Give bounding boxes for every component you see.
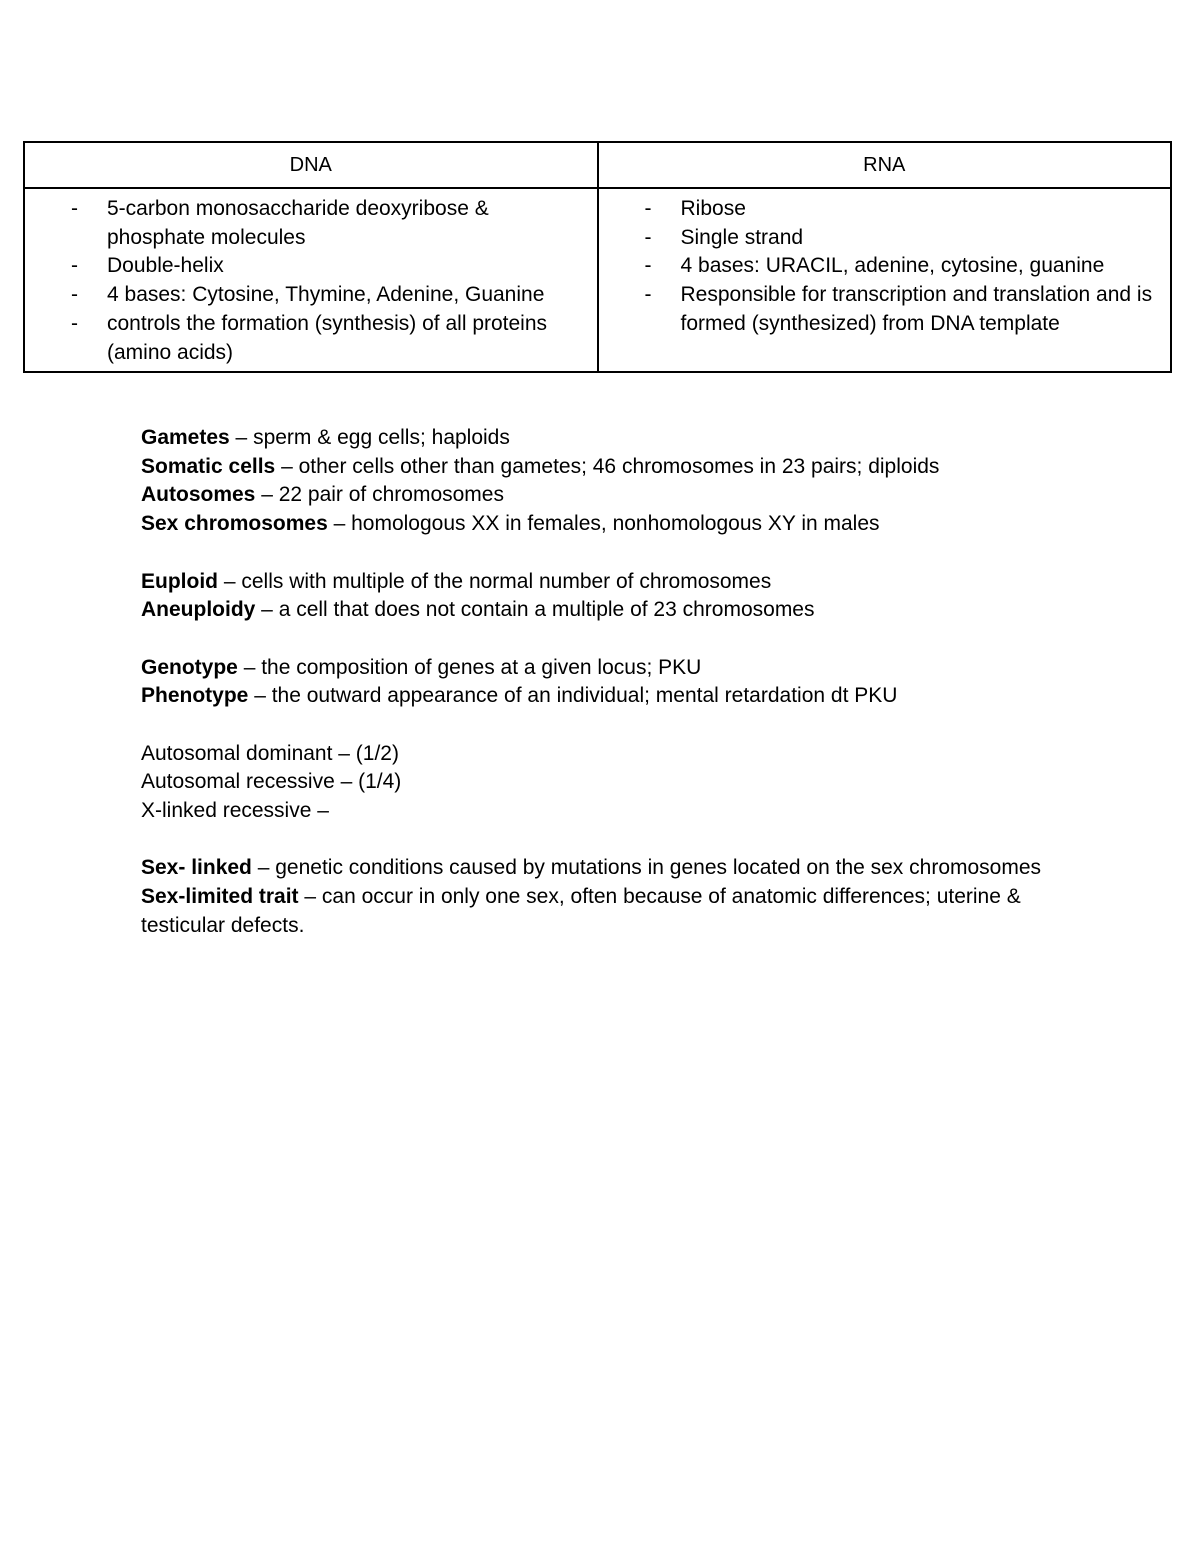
term: Autosomes [141,483,256,507]
header-rna: RNA [598,142,1172,188]
definition-text: – homologous XX in females, nonhomologous XY in males [327,512,880,536]
bullet-dash: - [644,283,652,307]
paragraph-gap [141,539,1071,568]
term: Phenotype [141,684,249,708]
inheritance-autosomal-recessive: Autosomal recessive – (1/4) [141,770,402,794]
table-header-row [24,142,1171,188]
definition-text: – a cell that does not contain a multiple of 23 chromosomes [255,598,815,622]
inheritance-x-linked-recessive: X-linked recessive – [141,799,329,823]
definitions-notes [141,424,1071,941]
table-row [24,188,1171,372]
bullet-dash: - [644,197,652,220]
paragraph-gap [141,625,1071,654]
bullet-dash: - [71,254,78,278]
list-item-text: Ribose [680,197,746,220]
rna-list [599,189,1171,343]
rna-cell [598,188,1172,372]
list-item [599,224,1159,253]
dna-rna-comparison-table [23,141,1172,373]
list-item-text: Responsible for transcription and translation and is formed (synthesized) from DNA template [680,283,1153,335]
term: Euploid [141,569,218,593]
term: Sex- linked [141,856,252,880]
definition-genotype [141,654,1071,683]
bullet-dash: - [71,283,78,307]
definition-text: – sperm & egg cells; haploids [229,426,510,449]
bullet-dash: - [644,225,652,249]
list-item-text: Single strand [680,225,804,249]
list-item [599,195,1159,224]
definition-text: – other cells other than gametes; 46 chromosomes in 23 pairs; diploids [275,454,940,478]
definition-aneuploidy [141,596,1071,625]
inheritance-autosomal-dominant: Autosomal dominant – (1/2) [141,741,399,765]
term: Gametes [141,426,230,449]
list-item-text: Double-helix [107,254,224,278]
bullet-dash: - [71,197,78,220]
definition-autosomes [141,481,1071,510]
definition-text: – the composition of genes at a given locus; PKU [237,655,702,679]
term: Sex-limited trait [141,885,299,909]
term: Sex chromosomes [141,512,328,536]
term: Genotype [141,655,238,679]
definition-text: – cells with multiple of the normal number of chromosomes [218,569,772,593]
dna-list [25,189,597,371]
paragraph-gap [141,826,1071,855]
header-dna: DNA [24,142,598,188]
bullet-dash: - [71,311,78,335]
dna-cell [24,188,598,372]
term: Aneuploidy [141,598,256,622]
definition-text: – 22 pair of chromosomes [255,483,504,507]
list-item [25,281,585,310]
definition-euploid [141,568,1071,597]
definition-sex-limited-trait [141,883,1071,940]
list-item [599,281,1159,338]
list-item [25,195,585,252]
list-item-text: 4 bases: URACIL, adenine, cytosine, guanine [680,254,1105,278]
list-item [599,252,1159,281]
definition-gametes [141,424,1071,453]
definition-sex-linked [141,854,1071,883]
list-item [25,252,585,281]
list-item-text: 5-carbon monosaccharide deoxyribose & phosphate molecules [107,197,489,249]
paragraph-gap [141,711,1071,740]
bullet-dash: - [644,254,652,278]
definition-sex-chromosomes [141,510,1071,539]
definition-text: – the outward appearance of an individual; mental retardation dt PKU [248,684,898,708]
definition-somatic-cells [141,453,1071,482]
list-item [25,310,585,367]
definition-text: – genetic conditions caused by mutations in genes located on the sex chromosomes [251,856,1042,880]
term: Somatic cells [141,454,276,478]
list-item-text: 4 bases: Cytosine, Thymine, Adenine, Guanine [107,283,545,307]
definition-text: – can occur in only one sex, often because of anatomic differences; uterine & testicular defects. [141,885,1021,937]
list-item-text: controls the formation (synthesis) of all proteins (amino acids) [107,311,548,364]
definition-phenotype [141,682,1071,711]
